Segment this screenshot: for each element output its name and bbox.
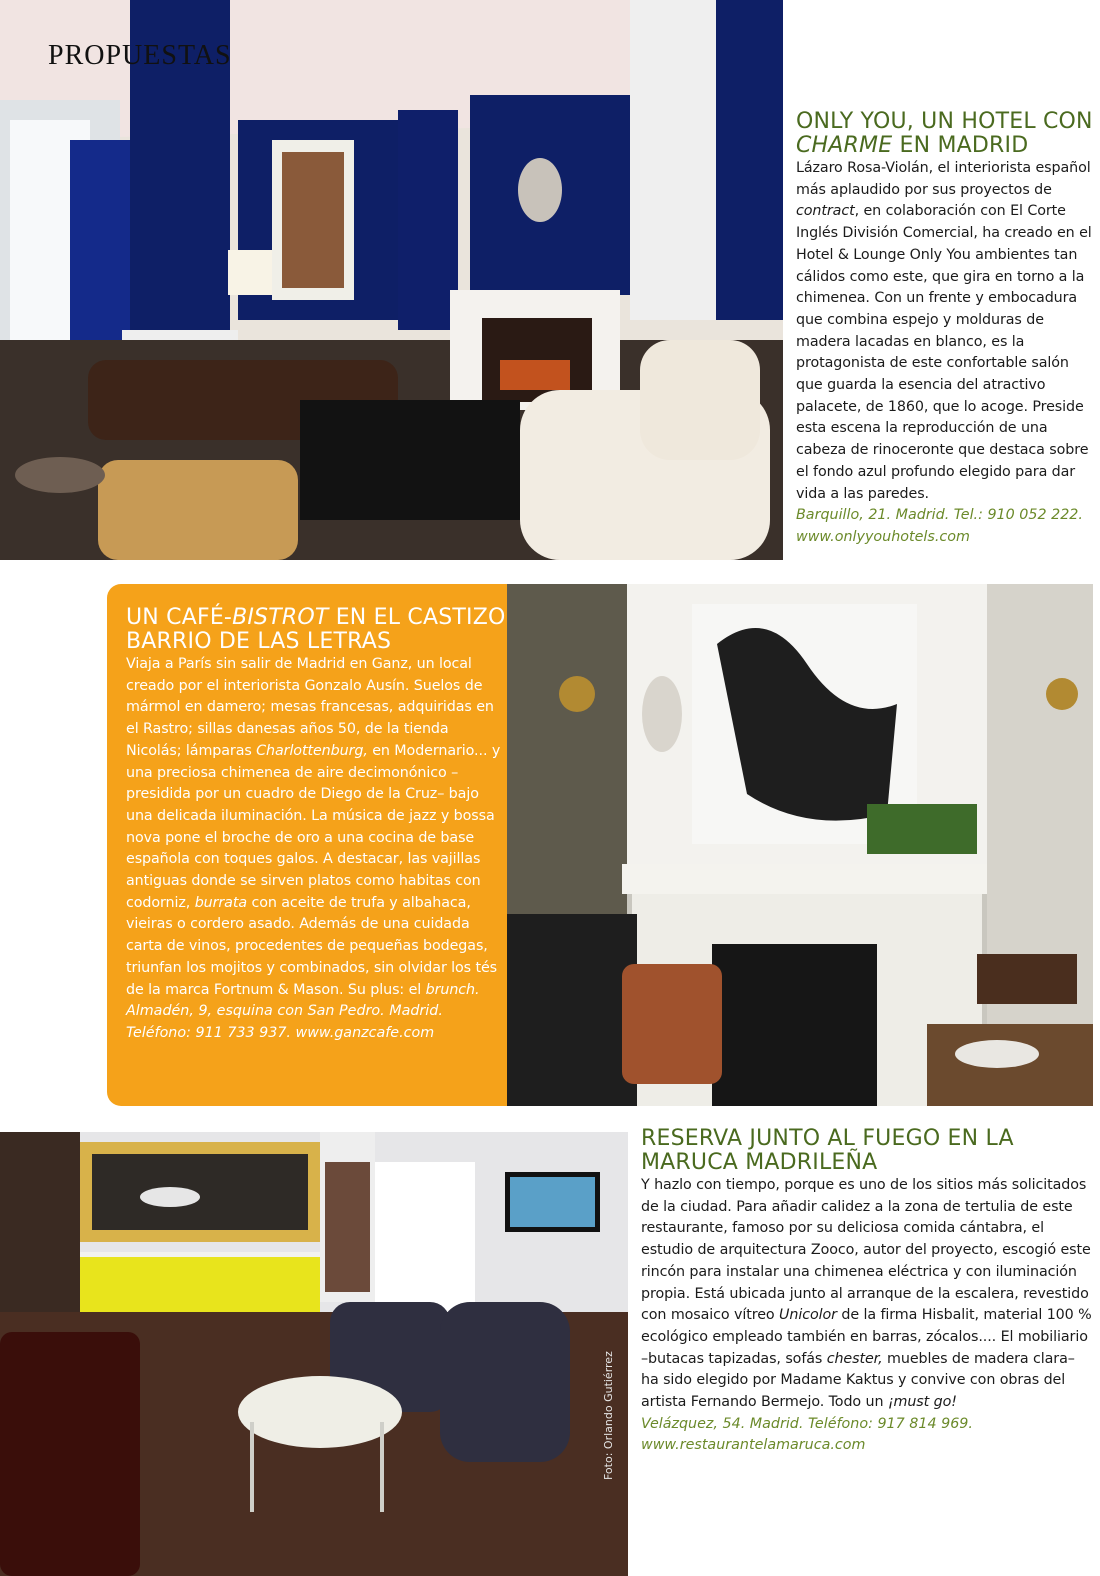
article-title: ONLY YOU, UN HOTEL CON CHARME EN MADRID: [796, 109, 1093, 158]
photo-credit: [602, 1464, 615, 1480]
article-title: RESERVA JUNTO AL FUEGO EN LA MARUCA MADRILEÑA: [641, 1126, 1014, 1175]
article-phone-website: Teléfono: 911 733 937. www.ganzcafe.com: [126, 1024, 435, 1041]
article-website: www.restaurantelamaruca.com: [641, 1437, 866, 1454]
restaurant-fireplace-photo: [0, 1132, 628, 1576]
article-address: Barquillo, 21. Madrid. Tel.: 910 052 222.: [796, 507, 1083, 524]
section-label: PROPUESTAS: [48, 40, 232, 71]
article-la-maruca: [641, 1127, 1096, 1457]
article-body: Y hazlo con tiempo, porque es uno de los sitios más solicitados de la ciudad. Para añadir calidez a la zona de tertulia de este restaurante, famoso por su deliciosa comida cántabra, el estudio de arquitectura Zooco, autor del proyecto, escogió este rincón para instalar una chimenea eléctrica y con iluminación propia. Está ubicada junto al arranque de la escalera, revestido con mosaico vítreo Unicolor de la firma Hisbalit, material 100 % ecológico empleado también en barras, zócalos.... El mobiliario –butacas tapizadas, sofás chester, muebles de madera clara– ha sido elegido por Madame Kaktus y convive con obras del artista Fernando Bermejo. Todo un ¡must go!: [641, 1177, 1092, 1411]
article-website: www.onlyyouhotels.com: [796, 528, 970, 545]
cafe-bistrot-photo: [507, 584, 1093, 1106]
article-body: Lázaro Rosa-Violán, el interiorista español más aplaudido por sus proyectos de contract, en colaboración con El Corte Inglés División Comercial, ha creado en el Hotel & Lounge Only You ambientes tan cálidos como este, que gira en torno a la chimenea. Con un frente y embocadura que combina espejo y molduras de madera lacadas en blanco, es la protagonista de este confortable salón que guarda la esencia del atractivo palacete, de 1860, que lo acoge. Preside esta escena la reproducción de una cabeza de rinoceronte que destaca sobre el fondo azul profundo elegido para dar vida a las paredes.: [796, 160, 1092, 502]
article-ganz-cafe: [126, 606, 506, 1045]
article-only-you: [796, 110, 1096, 549]
article-address: Almadén, 9, esquina con San Pedro. Madrid.: [126, 1003, 443, 1020]
hotel-lounge-photo: [0, 0, 783, 560]
article-body: Viaja a París sin salir de Madrid en Ganz, un local creado por el interiorista Gonzalo Ausín. Suelos de mármol en damero; mesas francesas, adquiridas en el Rastro; sillas danesas años 50, de la tienda Nicolás; lámparas Charlottenburg, en Modernario... y una preciosa chimenea de aire decimonónico –presidida por un cuadro de Diego de la Cruz– bajo una delicada iluminación. La música de jazz y bossa nova pone el broche de oro a una cocina de base española con toques galos. A destacar, las vajillas antiguas donde se sirven platos como habitas con codorniz, burrata con aceite de trufa y albahaca, vieiras o cordero asado. Además de una cuidada carta de vinos, procedentes de pequeñas bodegas, triunfan los mojitos y combinados, sin olvidar los tés de la marca Fortnum & Mason. Su plus: el brunch.: [126, 656, 501, 998]
article-title: UN CAFÉ-BISTROT EN EL CASTIZO BARRIO DE LAS LETRAS: [126, 605, 506, 654]
article-address: Velázquez, 54. Madrid. Teléfono: 917 814 969.: [641, 1415, 973, 1432]
